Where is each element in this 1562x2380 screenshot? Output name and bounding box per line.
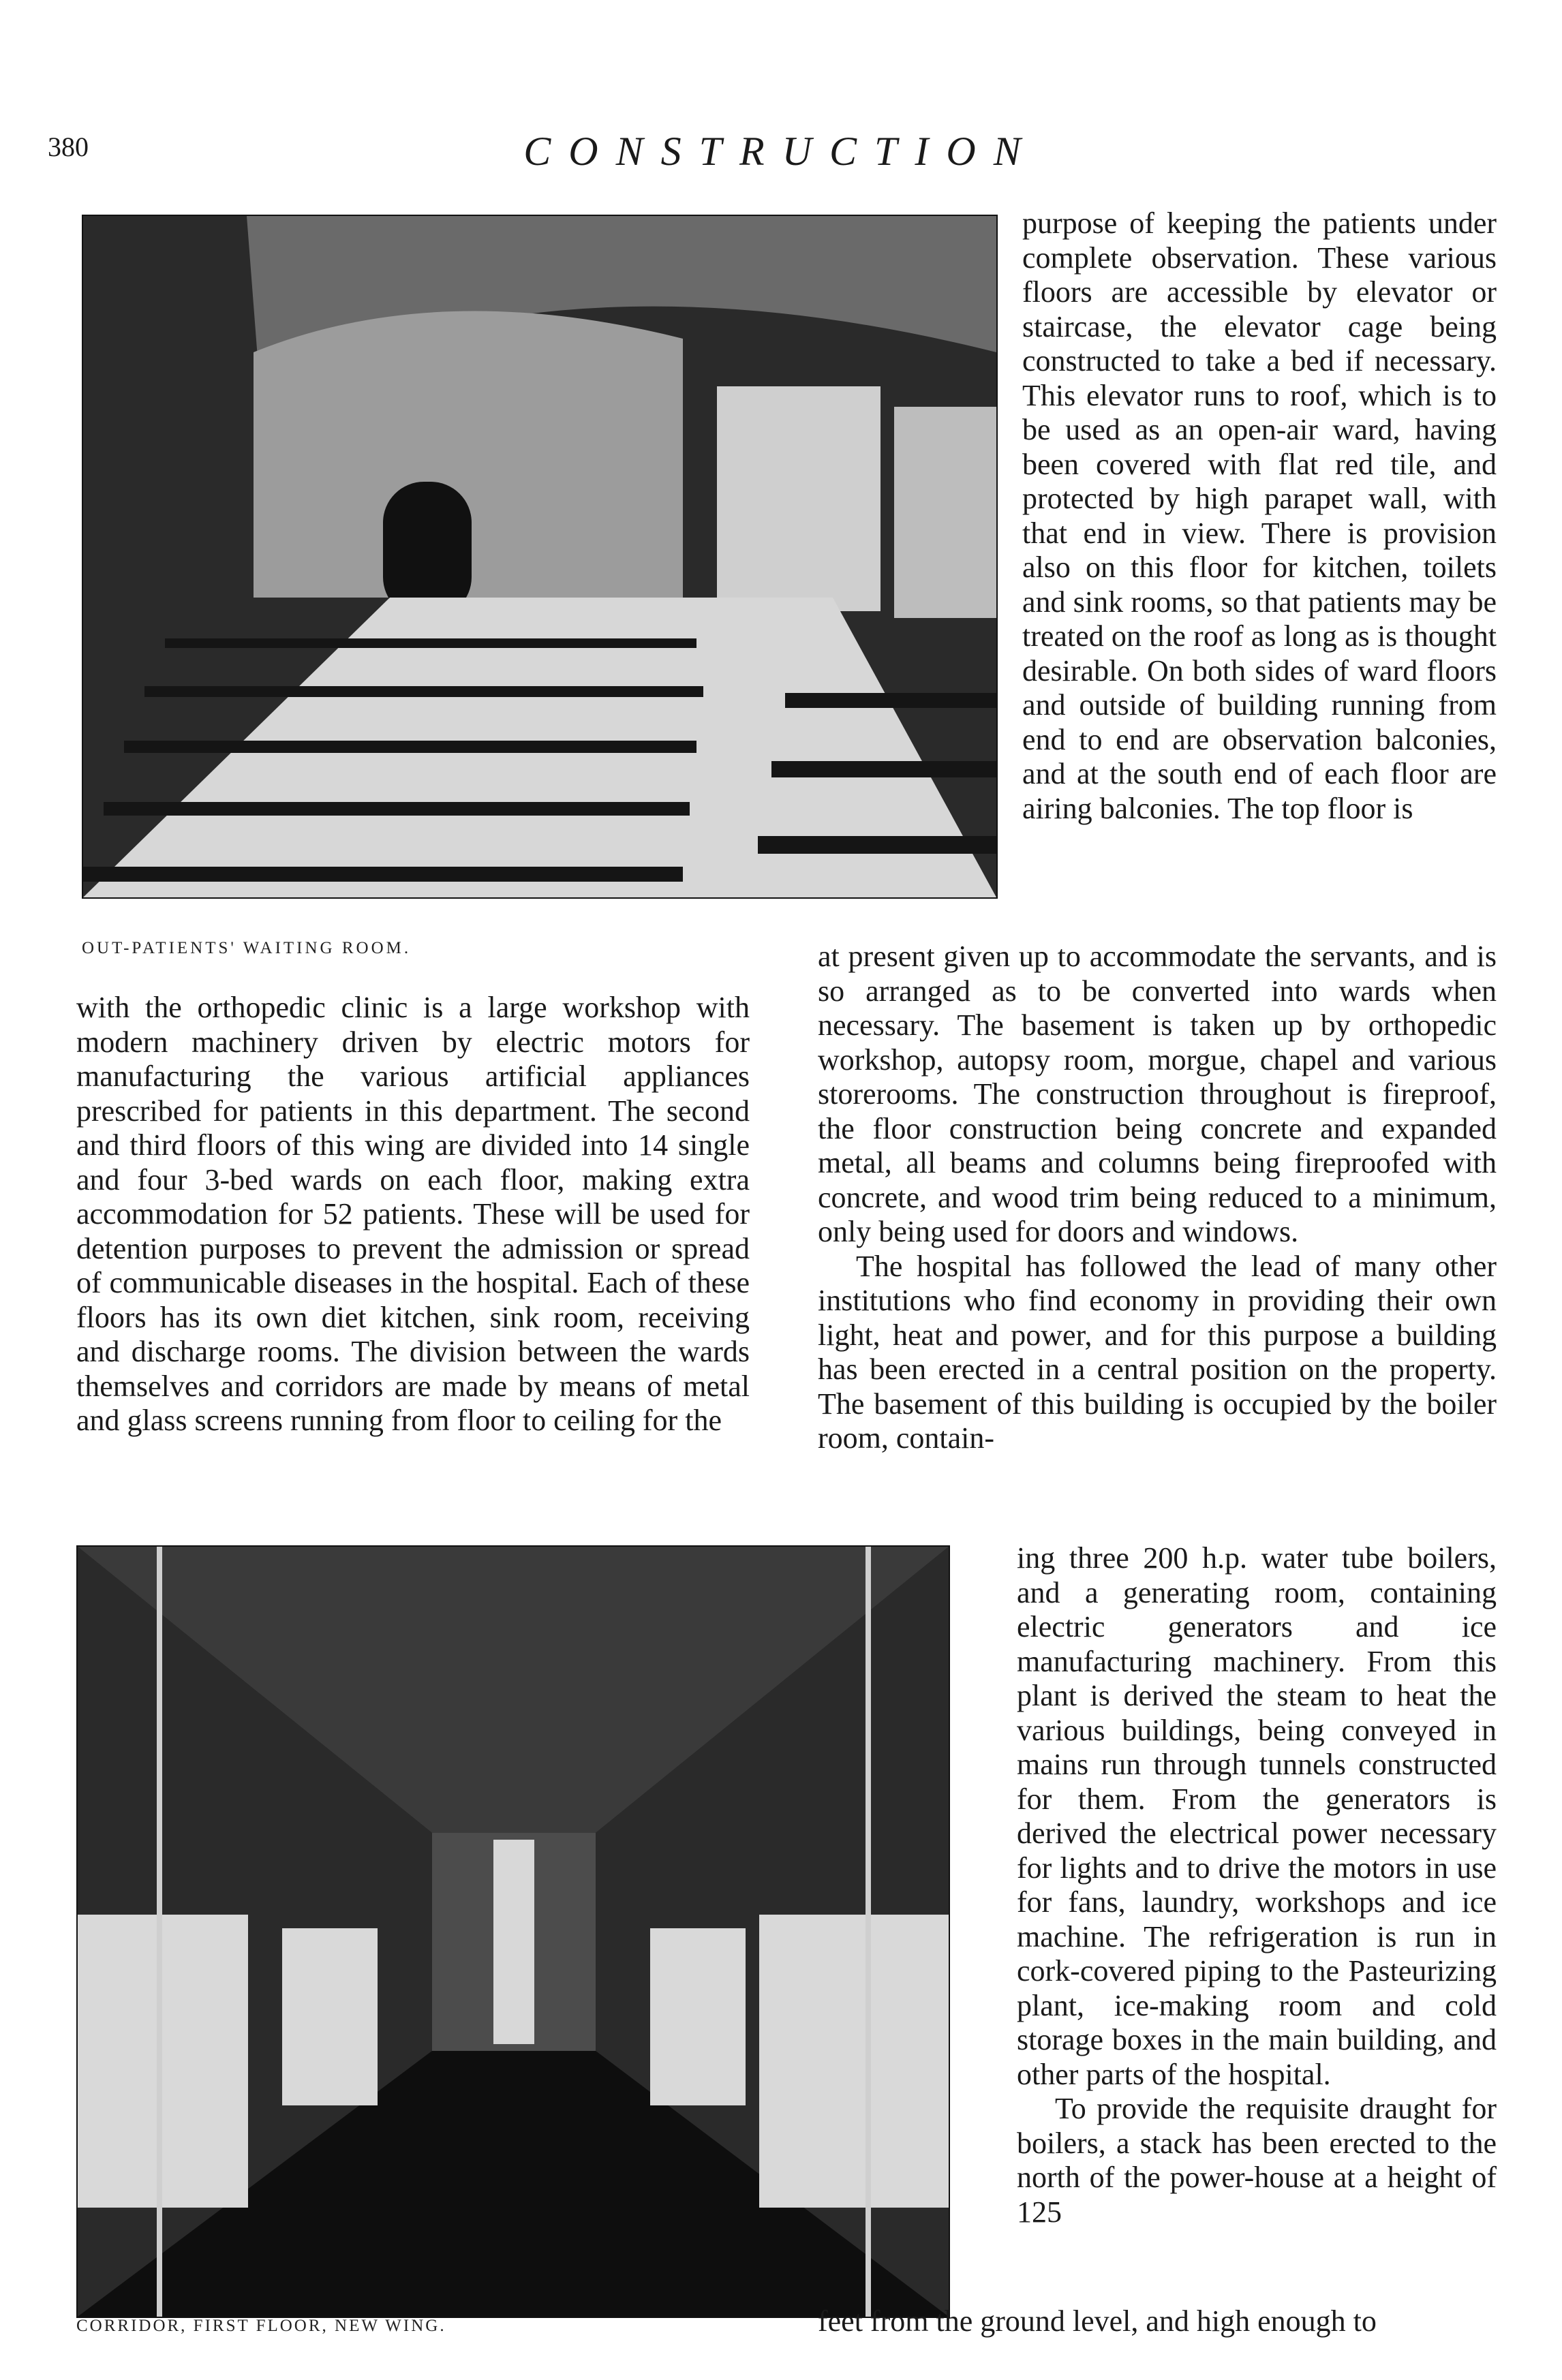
paragraph: To provide the requisite draught for boilers, a stack has been erected to the north of the power-house at a height of 125	[1017, 2092, 1497, 2229]
figure-caption: CORRIDOR, FIRST FLOOR, NEW WING.	[76, 2317, 446, 2335]
waiting-room-photo	[82, 215, 998, 899]
text-column	[818, 940, 1497, 1456]
figure-caption: OUT-PATIENTS' WAITING ROOM.	[82, 939, 412, 957]
waiting-room-illustration	[83, 216, 996, 897]
text-line: feet from the ground level, and high enough to	[818, 2304, 1377, 2338]
paragraph: at present given up to accommodate the servants, and is so arranged as to be converted into wards when necessary. The basement is taken up by orthopedic workshop, autopsy room, morgue, chapel and various storerooms. The construction throughout is fireproof, the floor construction being concrete and expanded metal, all beams and columns being fireproofed with concrete, and wood trim being reduced to a minimum, only being used for doors and windows.	[818, 940, 1497, 1248]
running-title: CONSTRUCTION	[523, 129, 1039, 174]
corridor-photo	[76, 1545, 950, 2318]
corridor-illustration	[78, 1547, 949, 2317]
text-column	[76, 991, 750, 1438]
paragraph: purpose of keeping the patients under complete observation. These various floors are accessible by elevator or staircase, the elevator cage being constructed to take a bed if necessary. This elevator runs to roof, which is to be used as an open-air ward, having been covered with flat red tile, and protected by high parapet wall, with that end in view. There is provision also on this floor for kitchen, toilets and sink rooms, so that patients may be treated on the roof as long as is thought desirable. On both sides of ward floors and outside of building running from end to end are observation balconies, and at the south end of each floor are airing balconies. The top floor is	[1022, 206, 1497, 825]
paragraph: with the orthopedic clinic is a large workshop with modern machinery driven by electric motors for manufacturing the various artificial appliances prescribed for patients in this department. The second and third floors of this wing are divided into 14 single and four 3-bed wards on each floor, making extra accommodation for 52 patients. These will be used for detention purposes to prevent the admission or spread of communicable diseases in the hospital. Each of these floors has its own diet kitchen, sink room, receiving and discharge rooms. The division between the wards themselves and corridors are made by means of metal and glass screens running from floor to ceiling for the	[76, 991, 750, 1437]
paragraph: The hospital has followed the lead of many other institutions who find economy in providing their own light, heat and power, and for this purpose a building has been erected in a central position on the property. The basement of this building is occupied by the boiler room, contain-	[818, 1249, 1497, 1455]
page-number: 380	[48, 132, 89, 162]
paragraph: ing three 200 h.p. water tube boilers, and a generating room, containing electric generators and ice manufacturing machinery. From this plant is derived the steam to heat the various buildings, being conveyed in mains run through tunnels constructed for them. From the generators is derived the electrical power necessary for lights and to drive the motors in use for fans, laundry, workshops and ice machine. The refrigeration is run in cork-covered piping to the Pasteurizing plant, ice-making room and cold storage boxes in the main building, and other parts of the hospital.	[1017, 1541, 1497, 2091]
text-block	[1022, 206, 1497, 826]
text-column	[1017, 1541, 1497, 2229]
